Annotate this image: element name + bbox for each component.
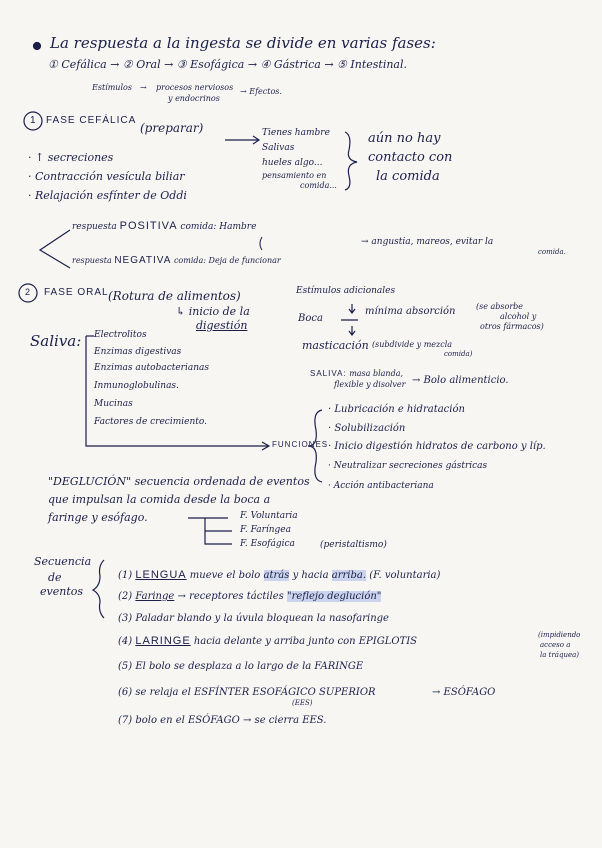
- minima-note: (se absorbe: [476, 302, 523, 311]
- funcion-item: · Solubilización: [328, 423, 406, 434]
- note-line: aún no hay: [368, 131, 441, 146]
- stimuli-arrow: →: [140, 83, 147, 92]
- saliva-item: Mucinas: [94, 399, 133, 409]
- funcion-item: · Neutralizar secreciones gástricas: [328, 461, 488, 471]
- cefalica-title: FASE CEFÁLICA: [46, 115, 137, 126]
- deglucion-def-1: "DEGLUCIÓN" secuencia ordenada de eventos: [48, 475, 310, 488]
- secuencia-label: Secuencia: [34, 555, 92, 568]
- saliva-item: Enzimas autobacterianas: [94, 363, 210, 373]
- step-2: (2) Faringe → receptores táctiles "reflejo deglución": [118, 591, 382, 602]
- title: La respuesta a la ingesta se divide en varias fases:: [50, 34, 436, 52]
- bolo-alimenticio: → Bolo alimenticio.: [412, 375, 509, 386]
- section-number-1: 1: [30, 115, 37, 126]
- effect-item: · ↑ secreciones: [28, 151, 114, 164]
- oral-sub2: ↳ inicio de la: [176, 305, 250, 318]
- deglucion-phase: F. Faríngea: [240, 525, 291, 535]
- deglucion-def-2: que impulsan la comida desde la boca a: [48, 493, 271, 506]
- step-7: (7) bolo en el ESÓFAGO → se cierra EES.: [118, 715, 327, 726]
- negative-effects-2: comida.: [538, 248, 566, 256]
- oral-sub2b: digestión: [196, 319, 248, 332]
- stimuli-process-2: y endocrinos: [168, 94, 220, 103]
- saliva-label: Saliva:: [30, 332, 82, 350]
- funciones-label: FUNCIONES: [272, 440, 329, 449]
- positive-response: respuesta POSITIVA comida: Hambre: [72, 220, 257, 232]
- trigger-item: pensamiento en: [262, 171, 327, 180]
- saliva-item: Electrolitos: [94, 330, 147, 340]
- deglucion-def-3: faringe y esófago.: [48, 511, 148, 524]
- minima-absorcion: mínima absorción: [365, 306, 456, 317]
- mast-note: (subdivide y mezcla: [372, 340, 453, 349]
- effect-item: · Relajación esfínter de Oddi: [28, 189, 187, 202]
- oral-title: FASE ORAL: [44, 287, 109, 298]
- effect-item: · Contracción vesícula biliar: [28, 170, 185, 183]
- funcion-item: · Lubricación e hidratación: [328, 404, 465, 415]
- deglucion-phase: F. Esofágica: [240, 539, 295, 549]
- effects-label: → Efectos.: [240, 87, 282, 96]
- masticacion: masticación: [302, 339, 369, 352]
- peristalsis-note: (peristaltismo): [320, 540, 387, 550]
- section-number-2: 2: [25, 287, 32, 297]
- step-6: (6) se relaja el ESFÍNTER ESOFÁGICO SUPERIOR: [118, 687, 376, 698]
- step-3: (3) Paladar blando y la úvula bloquean la nasofaringe: [118, 613, 389, 624]
- saliva-item: Factores de crecimiento.: [94, 417, 207, 427]
- stimuli-label: Estímulos: [92, 83, 132, 92]
- oral-subtitle: (Rotura de alimentos): [108, 289, 241, 303]
- stimuli-process: procesos nerviosos: [156, 83, 234, 92]
- saliva-item: Enzimas digestivas: [94, 347, 182, 357]
- cefalica-subtitle: (preparar): [140, 121, 204, 135]
- step-6-esofago: → ESÓFAGO: [432, 687, 496, 698]
- step-1: (1) LENGUA mueve el bolo atrás y hacia arriba. (F. voluntaria): [118, 569, 441, 581]
- saliva-def: SALIVA: masa blanda,: [310, 369, 404, 378]
- secuencia-label: eventos: [40, 585, 84, 598]
- trigger-item: comida...: [300, 181, 337, 190]
- step-4-note: (impidiendo: [538, 631, 581, 639]
- step-4-note: la tráquea): [540, 651, 580, 659]
- stim-additional: Estímulos adicionales: [296, 286, 396, 296]
- trigger-item: hueles algo...: [262, 158, 323, 168]
- saliva-item: Inmunoglobulinas.: [94, 381, 179, 391]
- trigger-item: Salivas: [262, 143, 295, 153]
- deglucion-phase: F. Voluntaria: [240, 511, 298, 521]
- mast-note: comida): [444, 350, 473, 358]
- step-4-note: acceso a: [540, 641, 571, 649]
- phase-list: ① Cefálica → ② Oral → ③ Esofágica → ④ Gástrica → ⑤ Intestinal.: [48, 58, 408, 71]
- negative-effects: → angustia, mareos, evitar la: [361, 237, 494, 247]
- negative-response: respuesta NEGATIVA comida: Deja de funcionar: [72, 255, 281, 266]
- saliva-def-2: flexible y disolver: [334, 380, 406, 389]
- funcion-item: · Inicio digestión hidratos de carbono y líp.: [328, 441, 546, 452]
- secuencia-label: de: [48, 571, 62, 584]
- step-5: (5) El bolo se desplaza a lo largo de la FARINGE: [118, 661, 364, 672]
- note-line: la comida: [376, 169, 440, 184]
- step-4: (4) LARINGE hacia delante y arriba junto con EPIGLOTIS: [118, 635, 418, 647]
- note-line: contacto con: [368, 150, 453, 165]
- step-6-ees: (EES): [292, 699, 313, 707]
- minima-note: alcohol y: [500, 312, 537, 321]
- boca-label: Boca: [298, 313, 323, 324]
- minima-note: otros fármacos): [480, 322, 544, 331]
- trigger-item: Tienes hambre: [262, 128, 330, 138]
- funcion-item: · Acción antibacteriana: [328, 481, 434, 491]
